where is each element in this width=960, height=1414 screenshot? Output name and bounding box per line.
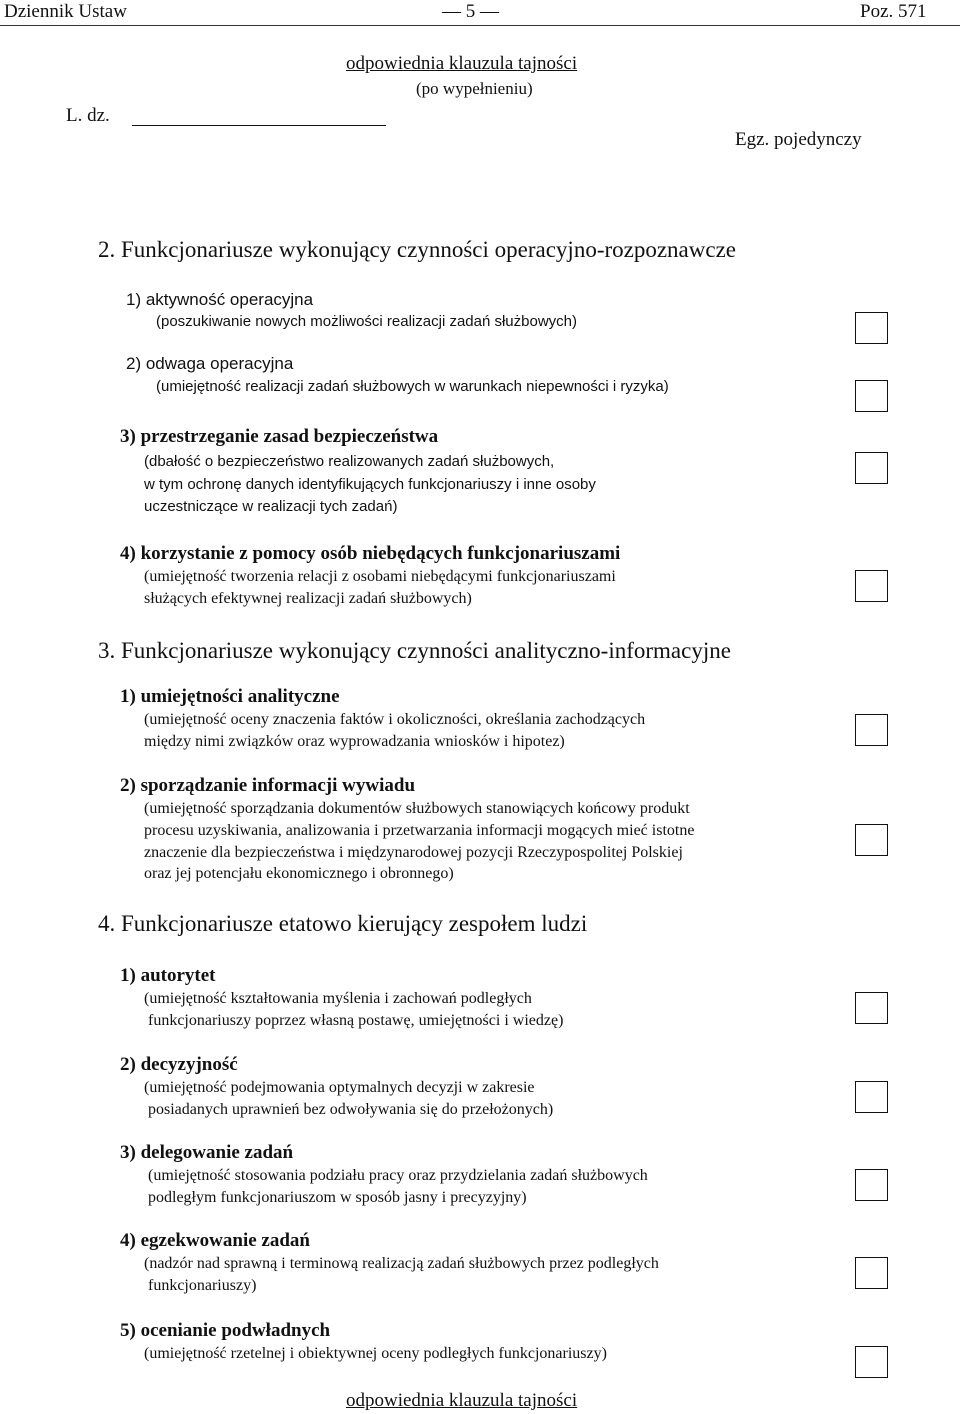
rating-checkbox[interactable] — [855, 1257, 888, 1289]
rating-checkbox[interactable] — [855, 452, 888, 484]
criterion-title: 4) egzekwowanie zadań — [120, 1230, 310, 1251]
rating-checkbox[interactable] — [855, 570, 888, 602]
position-number: Poz. 571 — [860, 1, 927, 22]
section-title: 3. Funkcjonariusze wykonujący czynności analityczno-informacyjne — [98, 638, 731, 663]
rating-checkbox[interactable] — [855, 714, 888, 746]
criterion-desc: funkcjonariuszy) — [148, 1277, 257, 1294]
criterion-title: 1) autorytet — [120, 965, 216, 986]
rating-checkbox[interactable] — [855, 380, 888, 412]
page-number: — 5 — — [442, 1, 499, 22]
rating-checkbox[interactable] — [855, 1081, 888, 1113]
criterion-desc: funkcjonariuszy poprzez własną postawę, umiejętności i wiedzę) — [148, 1012, 564, 1029]
rating-checkbox[interactable] — [855, 1169, 888, 1201]
criterion-desc: procesu uzyskiwania, analizowania i przetwarzania informacji mogących mieć istotne — [144, 822, 695, 839]
ldz-field-line[interactable] — [132, 125, 386, 126]
criterion-desc: między nimi związków oraz wyprowadzania wniosków i hipotez) — [144, 733, 565, 750]
criterion-desc: znaczenie dla bezpieczeństwa i międzynarodowej pozycji Rzeczypospolitej Polskiej — [144, 844, 683, 861]
fill-note: (po wypełnieniu) — [416, 79, 533, 98]
classification-top: odpowiednia klauzula tajności — [346, 53, 578, 74]
criterion-title: 1) aktywność operacyjna — [126, 290, 314, 309]
criterion-desc: (dbałość o bezpieczeństwo realizowanych zadań służbowych, — [144, 453, 555, 470]
criterion-desc: (umiejętność sporządzania dokumentów służbowych stanowiących końcowy produkt — [144, 800, 690, 817]
criterion-desc: (umiejętność tworzenia relacji z osobami niebędącymi funkcjonariuszami — [144, 568, 616, 585]
section-title: 2. Funkcjonariusze wykonujący czynności operacyjno-rozpoznawcze — [98, 237, 737, 262]
criterion-desc: w tym ochronę danych identyfikujących funkcjonariuszy i inne osoby — [144, 476, 596, 493]
header-rule — [0, 25, 960, 26]
criterion-desc: (umiejętność rzetelnej i obiektywnej oceny podległych funkcjonariuszy) — [144, 1345, 607, 1362]
criterion-desc: podległym funkcjonariuszom w sposób jasny i precyzyjny) — [148, 1189, 527, 1206]
criterion-title: 3) delegowanie zadań — [120, 1142, 294, 1163]
criterion-desc: (umiejętność stosowania podziału pracy oraz przydzielania zadań służbowych — [148, 1167, 648, 1184]
rating-checkbox[interactable] — [855, 312, 888, 344]
criterion-desc: (nadzór nad sprawną i terminową realizacją zadań służbowych przez podległych — [144, 1255, 659, 1272]
journal-name: Dziennik Ustaw — [4, 1, 127, 22]
criterion-title: 5) ocenianie podwładnych — [120, 1320, 331, 1341]
criterion-desc: (umiejętność oceny znaczenia faktów i okoliczności, określania zachodzących — [144, 711, 646, 728]
criterion-title: 2) sporządzanie informacji wywiadu — [120, 775, 416, 796]
ldz-label: L. dz. — [66, 105, 110, 126]
rating-checkbox[interactable] — [855, 1346, 888, 1378]
section-title: 4. Funkcjonariusze etatowo kierujący zespołem ludzi — [98, 911, 588, 936]
criterion-title: 2) odwaga operacyjna — [126, 354, 294, 373]
criterion-title: 3) przestrzeganie zasad bezpieczeństwa — [120, 426, 439, 447]
criterion-desc: oraz jej potencjału ekonomicznego i obronnego) — [144, 865, 454, 882]
criterion-desc: (poszukiwanie nowych możliwości realizacji zadań służbowych) — [156, 313, 578, 330]
rating-checkbox[interactable] — [855, 992, 888, 1024]
criterion-desc: posiadanych uprawnień bez odwoływania się do przełożonych) — [148, 1101, 554, 1118]
criterion-title: 1) umiejętności analityczne — [120, 686, 340, 707]
criterion-desc: służących efektywnej realizacji zadań służbowych) — [144, 590, 472, 607]
rating-checkbox[interactable] — [855, 824, 888, 856]
criterion-desc: uczestniczące w realizacji tych zadań) — [144, 498, 398, 515]
criterion-desc: (umiejętność podejmowania optymalnych decyzji w zakresie — [144, 1079, 535, 1096]
copy-label: Egz. pojedynczy — [735, 129, 862, 150]
classification-bottom: odpowiednia klauzula tajności — [346, 1390, 578, 1411]
criterion-desc: (umiejętność kształtowania myślenia i zachowań podległych — [144, 990, 532, 1007]
criterion-desc: (umiejętność realizacji zadań służbowych w warunkach niepewności i ryzyka) — [156, 378, 669, 395]
criterion-title: 4) korzystanie z pomocy osób niebędących funkcjonariuszami — [120, 543, 621, 564]
criterion-title: 2) decyzyjność — [120, 1054, 238, 1075]
